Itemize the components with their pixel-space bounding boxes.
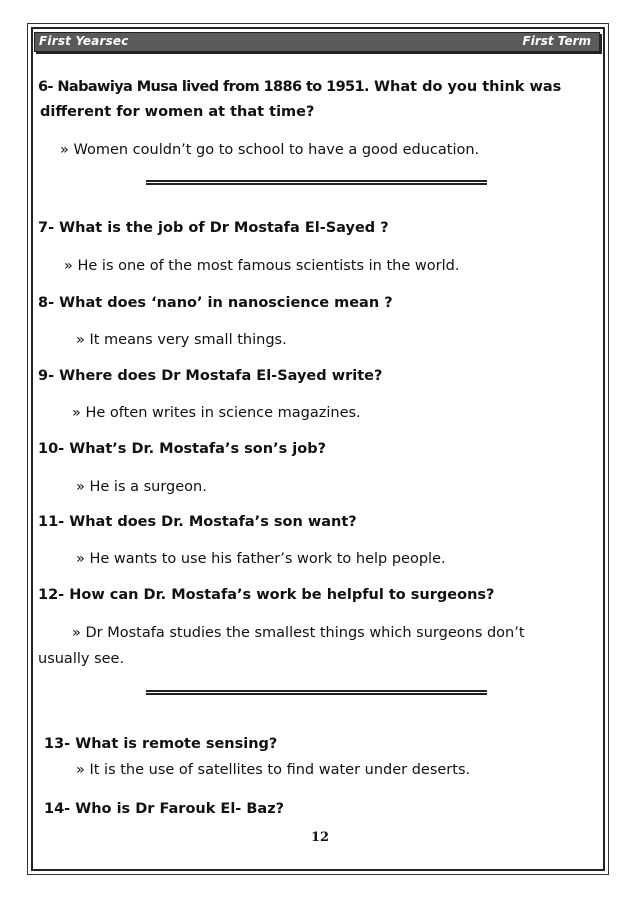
question-7: 7- What is the job of Dr Mostafa El-Sayed ? <box>38 220 389 236</box>
page-number: 12 <box>311 830 330 845</box>
answer-13: » It is the use of satellites to find water under deserts. <box>76 762 471 778</box>
question-6-continued: different for women at that time? <box>40 104 315 120</box>
header-term: First Term <box>522 34 591 48</box>
question-9: 9- Where does Dr Mostafa El-Sayed write? <box>38 368 383 384</box>
question-6-prefix: 6- Nabawiya Musa lived from 1886 to 1951. <box>38 79 369 95</box>
question-10: 10- What’s Dr. Mostafa’s son’s job? <box>38 441 326 457</box>
answer-9: » He often writes in science magazines. <box>72 405 361 421</box>
answer-12-continued: usually see. <box>38 651 125 667</box>
question-6-rest: What do you think was <box>368 79 562 95</box>
question-8: 8- What does ‘nano’ in nanoscience mean ? <box>38 295 393 311</box>
answer-10: » He is a surgeon. <box>76 479 207 495</box>
header-year: First Yearsec <box>39 34 129 48</box>
question-14: 14- Who is Dr Farouk El- Baz? <box>44 801 285 817</box>
question-11: 11- What does Dr. Mostafa’s son want? <box>38 514 357 530</box>
header-bar <box>34 32 600 52</box>
answer-12: » Dr Mostafa studies the smallest things which surgeons don’t <box>72 625 525 641</box>
answer-11: » He wants to use his father’s work to help people. <box>76 551 446 567</box>
question-12: 12- How can Dr. Mostafa’s work be helpful to surgeons? <box>38 587 495 603</box>
question-6 <box>38 79 561 95</box>
answer-6: » Women couldn’t go to school to have a good education. <box>60 142 480 158</box>
answer-8: » It means very small things. <box>76 332 287 348</box>
section-separator <box>146 690 487 695</box>
section-separator <box>146 180 487 185</box>
question-13: 13- What is remote sensing? <box>44 736 278 752</box>
answer-7: » He is one of the most famous scientists in the world. <box>64 258 460 274</box>
